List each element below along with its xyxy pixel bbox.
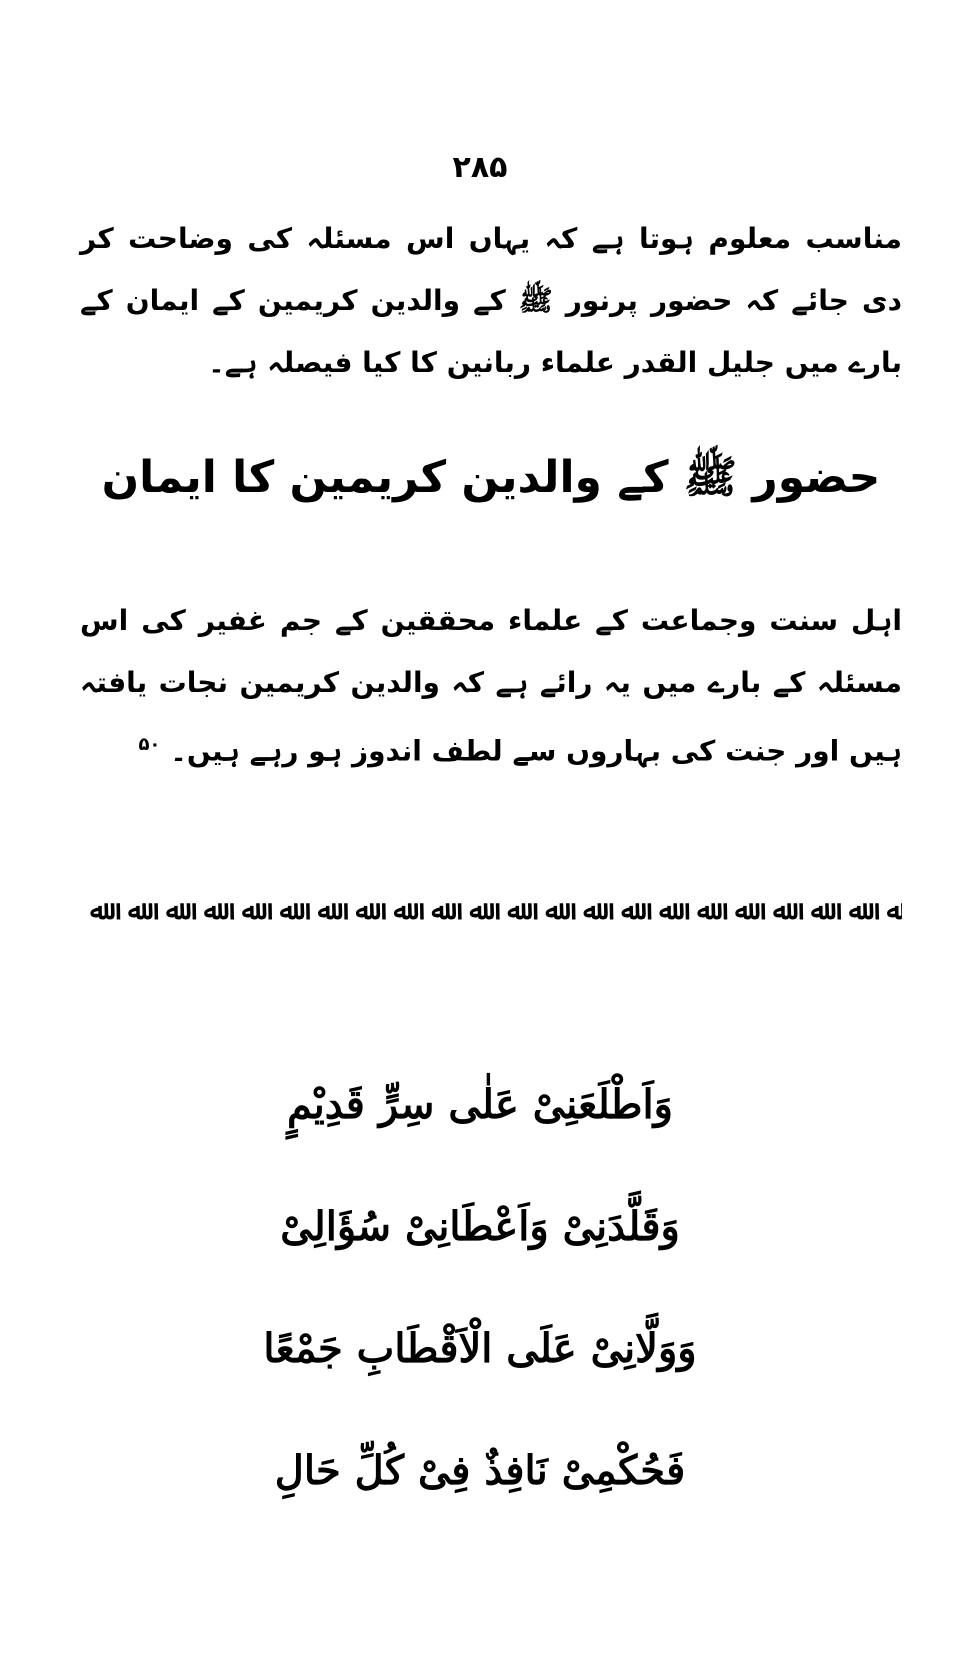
verse-line: وَقَلَّدَنِیْ وَاَعْطَانِیْ سُؤَالِیْ: [280, 1203, 680, 1250]
ornament-glyph: ﷲ: [621, 896, 637, 926]
ornament-glyph: ﷲ: [772, 896, 789, 926]
verse-line: وَاَطْلَعَنِیْ عَلٰی سِرٍّ قَدِیْمٍ: [287, 1081, 673, 1128]
ornament-divider: [90, 896, 902, 926]
ornament-glyph: ﷲ: [735, 896, 751, 926]
body-paragraph: [80, 590, 902, 782]
section-heading: حضور ﷺ کے والدین کریمین کا ایمان: [101, 452, 881, 503]
ornament-glyph: ﷲ: [203, 896, 220, 926]
ornament-glyph: ﷲ: [469, 896, 485, 926]
ornament-glyph: ﷲ: [886, 896, 902, 926]
ornament-glyph: ﷲ: [355, 896, 371, 926]
ornament-glyph: ﷲ: [659, 896, 675, 926]
ornament-glyph: ﷲ: [848, 896, 865, 926]
ornament-glyph: ﷲ: [583, 896, 599, 926]
ornament-glyph: ﷲ: [545, 896, 561, 926]
ornament-glyph: ﷲ: [393, 896, 409, 926]
page-number: ۲۸۵: [452, 150, 508, 185]
verse-line: وَوَلَّانِیْ عَلَی الْاَقْطَابِ جَمْعًا: [263, 1325, 697, 1372]
ornament-glyph: ﷲ: [279, 896, 295, 926]
intro-paragraph: مناسب معلوم ہوتا ہے کہ یہاں اس مسئلہ کی وضاحت کر دی جائے کہ حضور پرنور ﷺ کے والدین کریمین کے ایمان کے بارے میں جلیل القدر علماء ربانین کا کیا فیصلہ ہے۔: [80, 222, 902, 379]
verse-line: فَحُکْمِیْ نَافِذٌ فِیْ کُلِّ حَالِ: [274, 1447, 686, 1494]
ornament-glyph: ﷲ: [507, 896, 523, 926]
arabic-verses: [0, 1055, 960, 1543]
ornament-glyph: ﷲ: [697, 896, 713, 926]
ornament-glyph: ﷲ: [241, 896, 258, 926]
ornament-glyph: ﷲ: [128, 896, 144, 926]
ornament-glyph: ﷲ: [165, 896, 182, 926]
ornament-glyph: ﷲ: [810, 896, 827, 926]
footnote-reference: ۵۰: [138, 734, 161, 755]
ornament-glyph: ﷲ: [317, 896, 333, 926]
ornament-glyph: ﷲ: [90, 896, 106, 926]
ornament-glyph: ﷲ: [431, 896, 447, 926]
body-paragraph-text: اہل سنت وجماعت کے علماء محققین کے جم غفیر کی اس مسئلہ کے بارے میں یہ رائے ہے کہ والدین کریمین نجات یافتہ ہیں اور جنت کی بہاروں سے لطف اندوز ہو رہے ہیں۔: [80, 604, 902, 768]
